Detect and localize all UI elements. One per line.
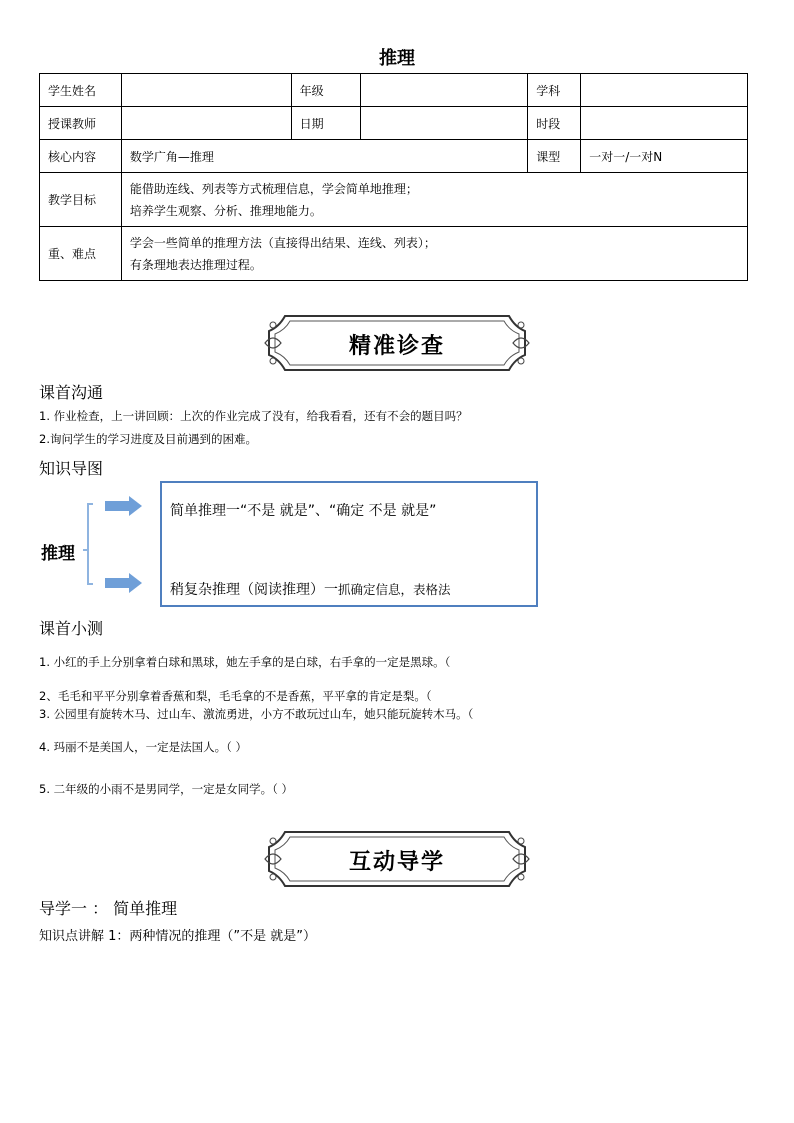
mindmap-branch-2-tail: 抓确定信息，表格法 <box>338 582 451 597</box>
lesson-info-table <box>39 73 748 281</box>
teaching-goal-label: 教学目标 <box>40 173 122 227</box>
teacher-field[interactable] <box>121 107 291 140</box>
period-label: 时段 <box>528 107 581 140</box>
quiz-question-3: 3. 公园里有旋转木马、过山车、激流勇进，小方不敢玩过山车，她只能玩旋转木马。（ <box>39 707 474 721</box>
period-field[interactable] <box>581 107 748 140</box>
date-field[interactable] <box>360 107 528 140</box>
arrow-right-icon <box>105 573 142 593</box>
section-banner-interactive <box>263 829 531 889</box>
mindmap-root: 推理 <box>41 544 75 564</box>
mindmap-branch-1: 简单推理一“不是 就是”、“确定 不是 就是” <box>170 503 437 519</box>
communication-heading: 课首沟通 <box>39 383 104 402</box>
quiz-question-1: 1. 小红的手上分别拿着白球和黑球，她左手拿的是白球，右手拿的一定是黑球。（ <box>39 655 451 669</box>
teaching-goal-line-1: 能借助连线、列表等方式梳理信息，学会简单地推理； <box>129 181 418 196</box>
quiz-question-5: 5. 二年级的小雨不是男同学，一定是女同学。（ ） <box>39 782 294 796</box>
subject-label: 学科 <box>528 74 581 107</box>
table-row <box>40 227 748 281</box>
key-points-label: 重、难点 <box>40 227 122 281</box>
grade-field[interactable] <box>360 74 528 107</box>
communication-item-2: 2.询问学生的学习进度及目前遇到的困难。 <box>39 432 257 446</box>
communication-item-1: 1. 作业检查，上一讲回顾：上次的作业完成了没有，给我看看，还有不会的题目吗？ <box>39 409 468 423</box>
teacher-label: 授课教师 <box>40 107 122 140</box>
key-points-value <box>121 227 747 281</box>
key-points-line-2: 有条理地表达推理过程。 <box>129 257 262 272</box>
guide-knowledge-point: 知识点讲解 1：两种情况的推理（”不是 就是”） <box>39 929 317 944</box>
teaching-goal-value <box>121 173 747 227</box>
arrow-right-icon <box>105 496 142 516</box>
teaching-goal-line-2: 培养学生观察、分析、推理地能力。 <box>129 203 322 218</box>
key-points-line-1: 学会一些简单的推理方法（直接得出结果、连线、列表）； <box>129 235 436 250</box>
grade-label: 年级 <box>291 74 360 107</box>
lesson-type-label: 课型 <box>528 140 581 173</box>
quiz-heading: 课首小测 <box>39 619 104 638</box>
quiz-question-2: 2、毛毛和平平分别拿着香蕉和梨，毛毛拿的不是香蕉，平平拿的肯定是梨。（ <box>39 689 432 703</box>
banner-title: 互动导学 <box>348 849 445 875</box>
table-row <box>40 107 748 140</box>
student-name-label: 学生姓名 <box>40 74 122 107</box>
mindmap-branch-2-main: 稍复杂推理（阅读推理）一 <box>170 582 338 598</box>
page-title: 推理 <box>379 48 415 69</box>
lesson-type-value: 一对一/一对N <box>581 140 748 173</box>
table-row <box>40 140 748 173</box>
subject-field[interactable] <box>581 74 748 107</box>
table-row <box>40 173 748 227</box>
quiz-question-4: 4. 玛丽不是美国人，一定是法国人。（ ） <box>39 740 248 754</box>
mindmap-heading: 知识导图 <box>39 459 104 478</box>
date-label: 日期 <box>291 107 360 140</box>
student-name-field[interactable] <box>121 74 291 107</box>
table-row <box>40 74 748 107</box>
core-content-label: 核心内容 <box>40 140 122 173</box>
knowledge-mindmap <box>39 481 539 609</box>
core-content-value: 数学广角—推理 <box>121 140 527 173</box>
banner-title: 精准诊查 <box>348 333 445 359</box>
guide-heading: 导学一 ： 简单推理 <box>39 899 178 918</box>
section-banner-diagnosis <box>263 313 531 373</box>
mindmap-branch-2 <box>170 579 451 599</box>
